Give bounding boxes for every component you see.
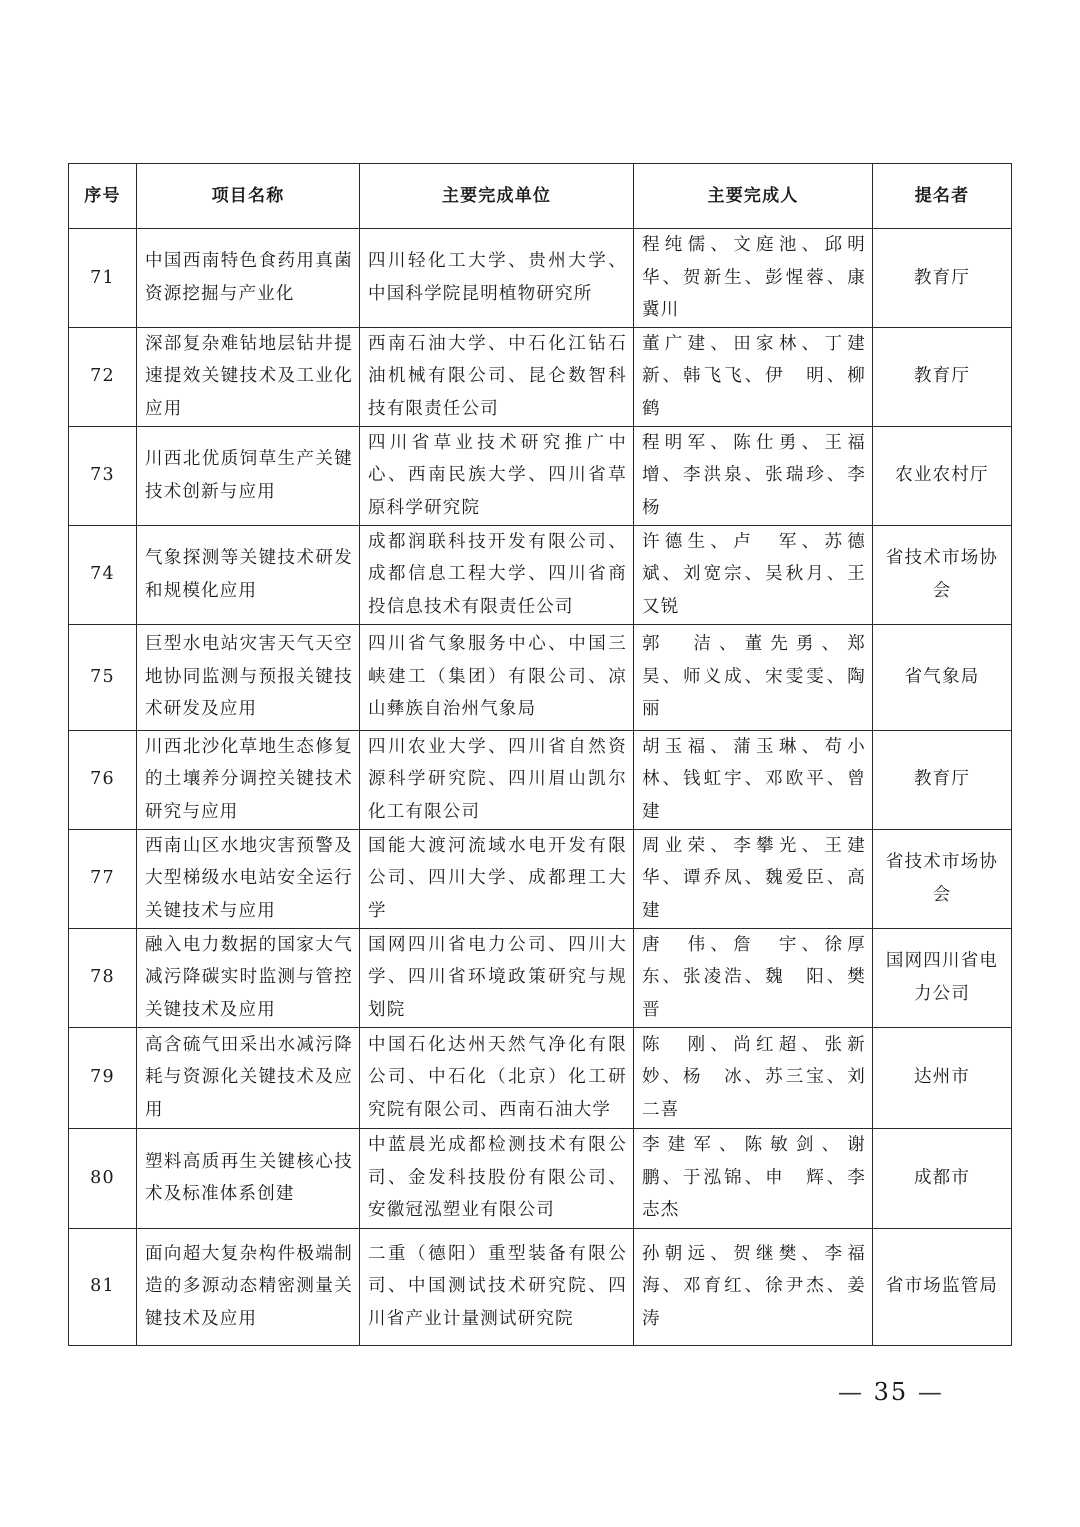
row-num: 76 — [69, 730, 137, 829]
table-row — [69, 525, 1012, 624]
table-row — [69, 327, 1012, 426]
row-project: 西南山区水地灾害预警及大型梯级水电站安全运行关键技术与应用 — [137, 829, 360, 928]
row-units: 国网四川省电力公司、四川大学、四川省环境政策研究与规划院 — [360, 928, 634, 1027]
row-people: 孙朝远、贺继樊、李福海、邓育红、徐尹杰、姜 涛 — [634, 1228, 873, 1345]
table-row — [69, 829, 1012, 928]
table-row — [69, 624, 1012, 730]
row-num: 74 — [69, 525, 137, 624]
header-num: 序号 — [69, 164, 137, 229]
row-nominator: 教育厅 — [873, 229, 1012, 328]
row-units: 中蓝晨光成都检测技术有限公司、金发科技股份有限公司、安徽冠泓塑业有限公司 — [360, 1128, 634, 1228]
row-num: 79 — [69, 1027, 137, 1128]
row-people: 程纯儒、文庭池、邱明华、贺新生、彭惺蓉、康冀川 — [634, 229, 873, 328]
header-units: 主要完成单位 — [360, 164, 634, 229]
row-people: 李建军、陈敏剑、谢 鹏、于泓锦、申 辉、李志杰 — [634, 1128, 873, 1228]
row-nominator: 省技术市场协会 — [873, 829, 1012, 928]
row-nominator: 达州市 — [873, 1027, 1012, 1128]
row-people: 胡玉福、蒲玉琳、苟小林、钱虹宇、邓欧平、曾 建 — [634, 730, 873, 829]
row-people: 许德生、卢 军、苏德斌、刘宽宗、吴秋月、王又锐 — [634, 525, 873, 624]
row-nominator: 省气象局 — [873, 624, 1012, 730]
page-number — [838, 1378, 944, 1406]
row-units: 四川轻化工大学、贵州大学、中国科学院昆明植物研究所 — [360, 229, 634, 328]
row-units: 成都润联科技开发有限公司、成都信息工程大学、四川省商投信息技术有限责任公司 — [360, 525, 634, 624]
row-num: 80 — [69, 1128, 137, 1228]
row-units: 四川省草业技术研究推广中心、西南民族大学、四川省草原科学研究院 — [360, 426, 634, 525]
row-people: 程明军、陈仕勇、王福增、李洪泉、张瑞珍、李 杨 — [634, 426, 873, 525]
page-dash-right: — — [917, 1378, 944, 1406]
row-units: 四川省气象服务中心、中国三峡建工（集团）有限公司、凉山彝族自治州气象局 — [360, 624, 634, 730]
row-project: 深部复杂难钻地层钻井提速提效关键技术及工业化应用 — [137, 327, 360, 426]
row-people: 周业荣、李攀光、王建华、谭乔凤、魏爱臣、高 建 — [634, 829, 873, 928]
page-dash-left: — — [838, 1378, 864, 1406]
row-nominator: 成都市 — [873, 1128, 1012, 1228]
row-nominator: 省技术市场协会 — [873, 525, 1012, 624]
row-num: 77 — [69, 829, 137, 928]
header-people: 主要完成人 — [634, 164, 873, 229]
page-number-value: 35 — [873, 1378, 909, 1406]
row-people: 陈 刚、尚红超、张新妙、杨 冰、苏三宝、刘二喜 — [634, 1027, 873, 1128]
row-project: 川西北优质饲草生产关键技术创新与应用 — [137, 426, 360, 525]
row-num: 71 — [69, 229, 137, 328]
row-nominator: 教育厅 — [873, 730, 1012, 829]
header-project: 项目名称 — [137, 164, 360, 229]
row-people: 董广建、田家林、丁建新、韩飞飞、伊 明、柳 鹤 — [634, 327, 873, 426]
awards-table — [68, 163, 1012, 1346]
row-num: 78 — [69, 928, 137, 1027]
row-num: 73 — [69, 426, 137, 525]
row-units: 二重（德阳）重型装备有限公司、中国测试技术研究院、四川省产业计量测试研究院 — [360, 1228, 634, 1345]
row-num: 75 — [69, 624, 137, 730]
table-row — [69, 1027, 1012, 1128]
table-header-row — [69, 164, 1012, 229]
row-nominator: 农业农村厅 — [873, 426, 1012, 525]
row-nominator: 省市场监管局 — [873, 1228, 1012, 1345]
table-row — [69, 928, 1012, 1027]
header-nominator: 提名者 — [873, 164, 1012, 229]
row-units: 国能大渡河流域水电开发有限公司、四川大学、成都理工大学 — [360, 829, 634, 928]
row-project: 气象探测等关键技术研发和规模化应用 — [137, 525, 360, 624]
row-project: 中国西南特色食药用真菌资源挖掘与产业化 — [137, 229, 360, 328]
row-units: 四川农业大学、四川省自然资源科学研究院、四川眉山凯尔化工有限公司 — [360, 730, 634, 829]
row-num: 81 — [69, 1228, 137, 1345]
row-people: 郭 洁、董先勇、郑 昊、师义成、宋雯雯、陶 丽 — [634, 624, 873, 730]
row-nominator: 国网四川省电力公司 — [873, 928, 1012, 1027]
row-units: 中国石化达州天然气净化有限公司、中石化（北京）化工研究院有限公司、西南石油大学 — [360, 1027, 634, 1128]
row-project: 面向超大复杂构件极端制造的多源动态精密测量关键技术及应用 — [137, 1228, 360, 1345]
row-project: 融入电力数据的国家大气减污降碳实时监测与管控关键技术及应用 — [137, 928, 360, 1027]
table-row — [69, 1128, 1012, 1228]
row-units: 西南石油大学、中石化江钻石油机械有限公司、昆仑数智科技有限责任公司 — [360, 327, 634, 426]
row-project: 塑料高质再生关键核心技术及标准体系创建 — [137, 1128, 360, 1228]
row-nominator: 教育厅 — [873, 327, 1012, 426]
table-row — [69, 426, 1012, 525]
row-project: 川西北沙化草地生态修复的土壤养分调控关键技术研究与应用 — [137, 730, 360, 829]
row-num: 72 — [69, 327, 137, 426]
table-row — [69, 229, 1012, 328]
row-people: 唐 伟、詹 宇、徐厚东、张凌浩、魏 阳、樊 晋 — [634, 928, 873, 1027]
row-project: 巨型水电站灾害天气天空地协同监测与预报关键技术研发及应用 — [137, 624, 360, 730]
row-project: 高含硫气田采出水减污降耗与资源化关键技术及应用 — [137, 1027, 360, 1128]
table-row — [69, 1228, 1012, 1345]
table-row — [69, 730, 1012, 829]
